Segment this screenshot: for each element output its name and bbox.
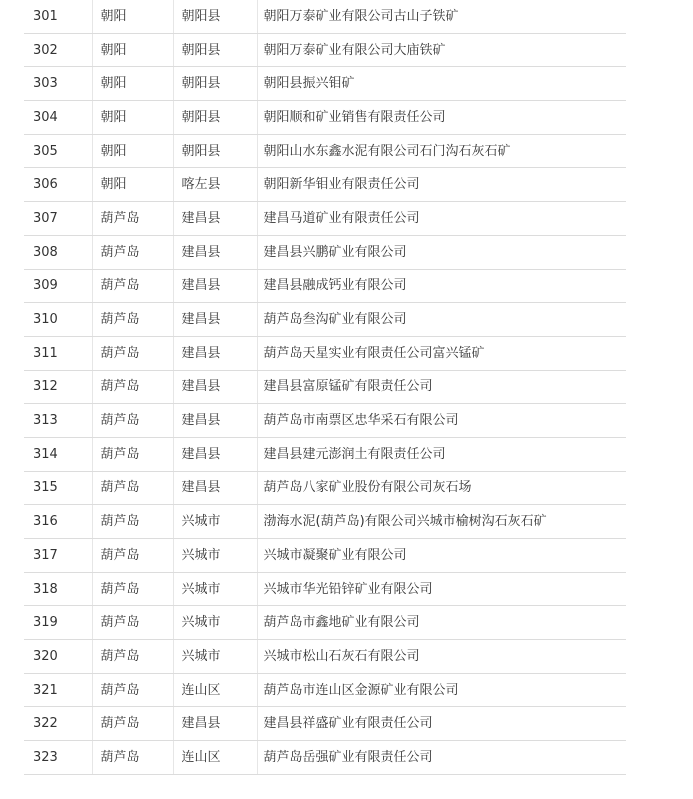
table-row: [24, 33, 626, 67]
company-name-cell: 朝阳顺和矿业销售有限责任公司: [257, 101, 626, 135]
county-cell: 建昌县: [173, 707, 257, 741]
county-cell: 连山区: [173, 673, 257, 707]
table-row: [24, 134, 626, 168]
county-cell: 朝阳县: [173, 67, 257, 101]
table-row: [24, 539, 626, 573]
county-cell: 朝阳县: [173, 134, 257, 168]
row-number-cell: 312: [24, 370, 92, 404]
company-name-cell: 朝阳山水东鑫水泥有限公司石门沟石灰石矿: [257, 134, 626, 168]
company-name-cell: 兴城市华光铅锌矿业有限公司: [257, 572, 626, 606]
row-number-cell: 315: [24, 471, 92, 505]
county-cell: 兴城市: [173, 572, 257, 606]
company-name-cell: 兴城市松山石灰石有限公司: [257, 640, 626, 674]
row-number-cell: 306: [24, 168, 92, 202]
city-cell: 葫芦岛: [92, 539, 173, 573]
row-number-cell: 305: [24, 134, 92, 168]
county-cell: 朝阳县: [173, 33, 257, 67]
city-cell: 朝阳: [92, 33, 173, 67]
mine-list-table: [24, 0, 626, 775]
company-name-cell: 兴城市凝聚矿业有限公司: [257, 539, 626, 573]
table-row: [24, 370, 626, 404]
city-cell: 葫芦岛: [92, 707, 173, 741]
county-cell: 建昌县: [173, 303, 257, 337]
row-number-cell: 313: [24, 404, 92, 438]
city-cell: 朝阳: [92, 101, 173, 135]
company-name-cell: 葫芦岛市鑫地矿业有限公司: [257, 606, 626, 640]
city-cell: 葫芦岛: [92, 370, 173, 404]
county-cell: 兴城市: [173, 640, 257, 674]
city-cell: 葫芦岛: [92, 269, 173, 303]
county-cell: 喀左县: [173, 168, 257, 202]
table-row: [24, 404, 626, 438]
company-name-cell: 朝阳新华钼业有限责任公司: [257, 168, 626, 202]
table-row: [24, 505, 626, 539]
row-number-cell: 323: [24, 741, 92, 775]
county-cell: 建昌县: [173, 269, 257, 303]
table-row: [24, 0, 626, 33]
table-row: [24, 471, 626, 505]
company-name-cell: 朝阳万泰矿业有限公司大庙铁矿: [257, 33, 626, 67]
company-name-cell: 葫芦岛市南票区忠华采石有限公司: [257, 404, 626, 438]
county-cell: 建昌县: [173, 336, 257, 370]
table-row: [24, 741, 626, 775]
row-number-cell: 319: [24, 606, 92, 640]
county-cell: 朝阳县: [173, 101, 257, 135]
company-name-cell: 建昌县富原锰矿有限责任公司: [257, 370, 626, 404]
table-row: [24, 168, 626, 202]
table-row: [24, 202, 626, 236]
row-number-cell: 304: [24, 101, 92, 135]
county-cell: 建昌县: [173, 235, 257, 269]
row-number-cell: 308: [24, 235, 92, 269]
county-cell: 朝阳县: [173, 0, 257, 33]
company-name-cell: 葫芦岛市连山区金源矿业有限公司: [257, 673, 626, 707]
table-row: [24, 235, 626, 269]
city-cell: 葫芦岛: [92, 336, 173, 370]
company-name-cell: 朝阳万泰矿业有限公司古山子铁矿: [257, 0, 626, 33]
row-number-cell: 320: [24, 640, 92, 674]
table-row: [24, 673, 626, 707]
company-name-cell: 葫芦岛八家矿业股份有限公司灰石场: [257, 471, 626, 505]
row-number-cell: 316: [24, 505, 92, 539]
city-cell: 葫芦岛: [92, 437, 173, 471]
table-row: [24, 269, 626, 303]
company-name-cell: 朝阳县振兴钼矿: [257, 67, 626, 101]
table-row: [24, 606, 626, 640]
table-row: [24, 101, 626, 135]
city-cell: 葫芦岛: [92, 606, 173, 640]
county-cell: 建昌县: [173, 437, 257, 471]
table-row: [24, 67, 626, 101]
county-cell: 建昌县: [173, 370, 257, 404]
row-number-cell: 311: [24, 336, 92, 370]
city-cell: 葫芦岛: [92, 202, 173, 236]
city-cell: 葫芦岛: [92, 572, 173, 606]
row-number-cell: 310: [24, 303, 92, 337]
company-name-cell: 葫芦岛叁沟矿业有限公司: [257, 303, 626, 337]
table-body: [24, 0, 626, 774]
county-cell: 建昌县: [173, 202, 257, 236]
company-name-cell: 建昌马道矿业有限责任公司: [257, 202, 626, 236]
city-cell: 葫芦岛: [92, 505, 173, 539]
company-name-cell: 建昌县融成钙业有限公司: [257, 269, 626, 303]
table-row: [24, 707, 626, 741]
row-number-cell: 321: [24, 673, 92, 707]
company-name-cell: 葫芦岛岳强矿业有限责任公司: [257, 741, 626, 775]
row-number-cell: 307: [24, 202, 92, 236]
company-name-cell: 建昌县祥盛矿业有限责任公司: [257, 707, 626, 741]
row-number-cell: 314: [24, 437, 92, 471]
row-number-cell: 303: [24, 67, 92, 101]
city-cell: 葫芦岛: [92, 303, 173, 337]
county-cell: 建昌县: [173, 471, 257, 505]
city-cell: 朝阳: [92, 168, 173, 202]
city-cell: 葫芦岛: [92, 404, 173, 438]
table-row: [24, 437, 626, 471]
row-number-cell: 301: [24, 0, 92, 33]
company-name-cell: 渤海水泥(葫芦岛)有限公司兴城市榆树沟石灰石矿: [257, 505, 626, 539]
county-cell: 建昌县: [173, 404, 257, 438]
city-cell: 葫芦岛: [92, 673, 173, 707]
city-cell: 葫芦岛: [92, 640, 173, 674]
city-cell: 葫芦岛: [92, 471, 173, 505]
company-name-cell: 葫芦岛天星实业有限责任公司富兴锰矿: [257, 336, 626, 370]
city-cell: 葫芦岛: [92, 741, 173, 775]
table-row: [24, 572, 626, 606]
county-cell: 兴城市: [173, 606, 257, 640]
company-name-cell: 建昌县建元澎润土有限责任公司: [257, 437, 626, 471]
row-number-cell: 302: [24, 33, 92, 67]
row-number-cell: 318: [24, 572, 92, 606]
county-cell: 兴城市: [173, 539, 257, 573]
table-row: [24, 303, 626, 337]
county-cell: 连山区: [173, 741, 257, 775]
table-row: [24, 336, 626, 370]
table-row: [24, 640, 626, 674]
row-number-cell: 309: [24, 269, 92, 303]
city-cell: 葫芦岛: [92, 235, 173, 269]
row-number-cell: 322: [24, 707, 92, 741]
company-name-cell: 建昌县兴鹏矿业有限公司: [257, 235, 626, 269]
city-cell: 朝阳: [92, 67, 173, 101]
data-table: [24, 0, 626, 775]
row-number-cell: 317: [24, 539, 92, 573]
city-cell: 朝阳: [92, 134, 173, 168]
county-cell: 兴城市: [173, 505, 257, 539]
city-cell: 朝阳: [92, 0, 173, 33]
